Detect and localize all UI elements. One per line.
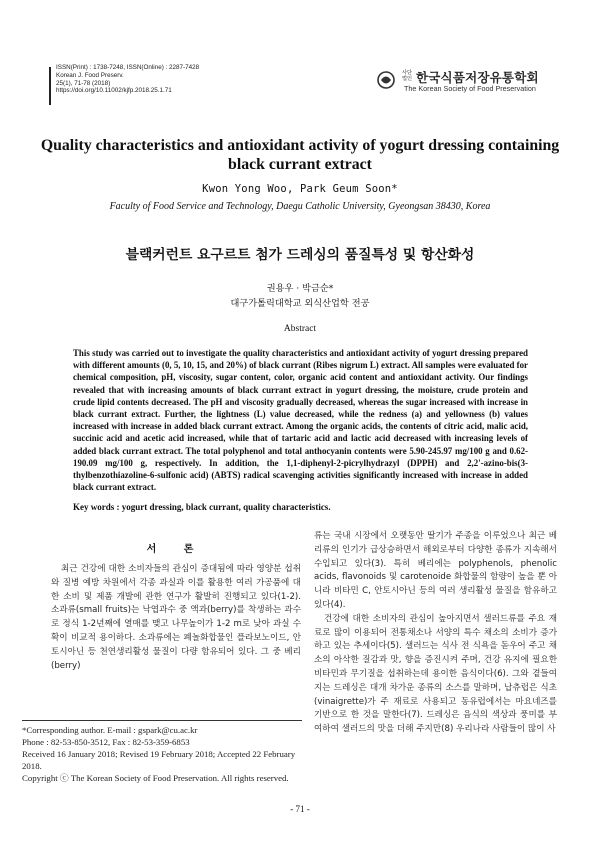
page-number: - 71 - bbox=[290, 804, 310, 814]
society-name-ko: 한국식품저장유통학회 bbox=[416, 70, 539, 85]
contact-phone: Phone : 82-53-850-3512, Fax : 82-53-359-6853 bbox=[22, 737, 190, 747]
received-dates: Received 16 January 2018; Revised 19 February 2018; Accepted 22 February 2018. bbox=[22, 749, 296, 771]
abstract-body: This study was carried out to investigate the quality characteristics and antioxidant activity of yogurt dressing prepared with different amounts (0, 5, 10, 15, and 20%) of black currant (Ribes nigrum L) extract. All samples were evaluated for chemical composition, pH, viscosity, sugar content, color, organic acid content and antioxidant activity. Our findings revealed that with increasing amounts of black currant extract in yogurt dressing, the moisture, crude protein and crude lipid contents decreased. The pH and viscosity gradually decreased, whereas the sugar increased with increase in black currant extract. Further, the lightness (L) value decreased, while the redness (a) and yellowness (b) values increased with increase in added black currant extract. Among the organic acids, the contents of citric acid, malic acid, succinic acid and acetic acid increased, while that of tartaric acid and lactic acid decreased with increasing levels of added black currant extract. The total polyphenol and total anthocyanin contents were 5.90-245.97 mg/100 g and 0.62-190.09 mg/100 g, respectively. In addition, the 1,1-diphenyl-2-picrylhydrazyl (DPPH) and 2,2'-azino-bis(3-thylbenzothiazoline-6-sulfonic acid) (ABTS) radical scavenging activities significantly increased with increase in added black currant extract. bbox=[73, 348, 528, 493]
intro-right-column bbox=[314, 530, 557, 737]
korean-authors: 권용우 · 박금순* bbox=[266, 283, 334, 294]
intro-paragraph: 최근 건강에 대한 소비자들의 관심이 증대됨에 따라 영양분 섭취와 질병 예방 차원에서 각종 과실과 이를 활용한 여러 가공품에 대한 소비 및 제품 개발에 관한 연구가 활발히 진행되고 있다(1-2). 소과류(small fruits)는 낙엽과수 중 액과(berry)를 착생하는 과수로 정식 1-2년째에 열매를 맺고 나무높이가 1-2 m로 낮아 과실 수확이 비교적 용이하다. 소과류에는 폐놀화합물인 플라보노이드, 안토시아닌 등 천연생리활성 물질이 다량 함유되어 있다. 그 중 베리(berry) bbox=[51, 564, 301, 671]
paper-title: Quality characteristics and antioxidant activity of yogurt dressing containing black currant extract bbox=[40, 137, 560, 173]
copyright: Copyright ⓒ The Korean Society of Food Preservation. All rights reserved. bbox=[22, 773, 289, 783]
society-name-en: The Korean Society of Food Preservation bbox=[404, 84, 536, 93]
meta-bar bbox=[49, 67, 51, 105]
society-small-label: 사단 법인 bbox=[402, 70, 413, 83]
doi-link[interactable]: https://doi.org/10.11002/kjfp.2018.25.1.71 bbox=[56, 87, 172, 95]
journal-name: Korean J. Food Preserv. bbox=[56, 71, 124, 79]
corresponding-author: *Corresponding author. E-mail : gspark@cu.ac.kr bbox=[22, 725, 198, 735]
society-emblem-icon bbox=[376, 69, 400, 91]
issue: 25(1), 71-78 (2018) bbox=[56, 79, 111, 87]
keywords: Key words : yogurt dressing, black currant, quality characteristics. bbox=[73, 502, 331, 512]
abstract-heading: Abstract bbox=[283, 324, 317, 334]
authors: Kwon Yong Woo, Park Geum Soon* bbox=[202, 183, 398, 195]
korean-affiliation: 대구가톨릭대학교 외식산업학 전공 bbox=[230, 298, 370, 309]
issn: ISSN(Print) : 1738-7248, ISSN(Online) : 2287-7428 bbox=[56, 64, 200, 71]
section-heading-introduction: 서 론 bbox=[146, 544, 206, 555]
intro-left-column bbox=[51, 563, 301, 673]
footnote bbox=[22, 724, 304, 784]
footnote-divider bbox=[22, 720, 302, 721]
journal-meta bbox=[56, 64, 199, 95]
korean-title: 블랙커런트 요구르트 첨가 드레싱의 품질특성 및 항산화성 bbox=[125, 247, 475, 263]
society-logo bbox=[376, 67, 556, 95]
affiliation: Faculty of Food Service and Technology, Daegu Catholic University, Gyeongsan 38430, Korea bbox=[109, 201, 491, 212]
intro-paragraph: 류는 국내 시장에서 오랫동안 딸기가 주종을 이루었으나 최근 베리류의 인기가 급상승하면서 해외로부터 다양한 종류가 지속해서 수입되고 있다(3). 특히 베리에는 polyphenols, phenolic acids, flavonoids 및 carotenoide 화합물의 함량이 높을 뿐 아니라 비타민 C, 안토시아닌 등의 여러 생리활성 물질을 함유하고 있다(4). bbox=[314, 531, 557, 610]
intro-paragraph: 건강에 대한 소비자의 관심이 높아지면서 샐러드류를 주요 재료로 많이 이용되어 전통채소나 서양의 특수 채소의 소비가 증가하고 있는 추세이다(5). 샐러드는 식사 전 식욕을 돋우어 주고 채소의 아삭한 질감과 맛, 향을 증진시켜 주며, 건강 유지에 필요한 비타민과 무기질을 섭취하는데 용이한 음식이다(6). 그와 곁들여지는 드레싱은 대개 차가운 종류의 소스를 말하며, 납츄럽은 식초(vinaigrette)가 주 재료로 사용되고 동유럽에서는 마요네즈를 기반으로 한 것을 말한다(7). 드레싱은 음식의 색상과 풍미를 부여하여 샐러드의 맛을 더해 주지만(8) 우리나라 사람들이 많이 사 bbox=[314, 613, 557, 735]
